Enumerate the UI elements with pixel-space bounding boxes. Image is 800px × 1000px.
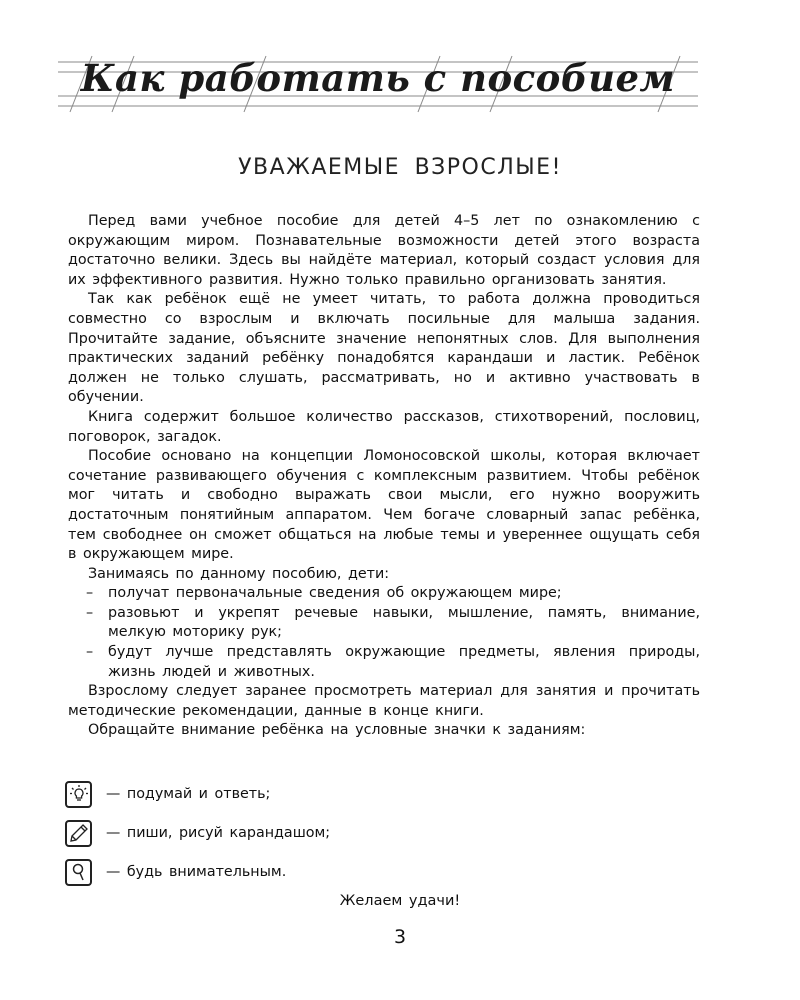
list-item <box>68 584 700 604</box>
list-dash: – <box>86 604 94 621</box>
legend-text: — пиши, рисуй карандашом; <box>106 825 331 841</box>
list-item-text: разовьют и укрепят речевые навыки, мышление, память, внимание, мелкую моторику рук; <box>108 604 700 641</box>
benefits-list <box>68 584 700 682</box>
section-heading: УВАЖАЕМЫЕ ВЗРОСЛЫЕ! <box>238 155 562 180</box>
legend-row <box>65 819 330 847</box>
list-item <box>68 604 700 643</box>
legend-row <box>65 780 330 808</box>
page-number: 3 <box>393 926 407 948</box>
paragraph: Книга содержит большое количество рассказов, стихотворений, пословиц, поговорок, загадок. <box>68 408 700 445</box>
paragraph: Обращайте внимание ребёнка на условные значки к заданиям: <box>88 722 586 739</box>
body-text <box>68 212 700 741</box>
list-dash: – <box>86 644 94 661</box>
paragraph: Взрослому следует заранее просмотреть материал для занятия и прочитать методические рекомендации, данные в конце книги. <box>68 683 700 719</box>
legend-text: — будь внимательным. <box>106 864 287 880</box>
paragraph: Так как ребёнок ещё не умеет читать, то работа должна проводиться совместно со взрослым и включать посильные для малыша задания. Прочитайте задание, объясните значение непонятных слов. Для выполнения практических заданий ребёнку понадобятся карандаши и ластик. Ребёнок должен не только слушать, рассматривать, но и активно участвовать в обучении. <box>68 291 700 406</box>
list-item-text: получат первоначальные сведения об окружающем мире; <box>108 585 562 602</box>
paragraph: Пособие основано на концепции Ломоносовской школы, которая включает сочетание развивающего обучения с комплексным развитием. Чтобы ребёнок мог читать и свободно выражать свои мысли, его нужно вооружить достаточным понятийным аппаратом. Чем богаче словарный запас ребёнка, тем свободнее он сможет общаться на любые темы и увереннее ощущать себя в окружающем мире. <box>68 448 700 563</box>
paragraph: Перед вами учебное пособие для детей 4–5 лет по ознакомлению с окружающим миром. Познавательные возможности детей этого возраста достаточно велики. Здесь вы найдёте материал, который создаст условия для их эффективного развития. Нужно только правильно организовать занятия. <box>68 213 700 288</box>
legend-text: — подумай и ответь; <box>106 786 271 802</box>
pencil-icon <box>65 820 92 847</box>
paragraph: Занимаясь по данному пособию, дети: <box>88 565 390 582</box>
legend-row <box>65 858 330 886</box>
icon-legend <box>65 780 330 897</box>
page-header <box>58 50 698 120</box>
magnifier-icon <box>65 859 92 886</box>
list-dash: – <box>86 585 94 602</box>
lightbulb-icon <box>65 781 92 808</box>
list-item <box>68 643 700 682</box>
page-title: Как работать с пособием <box>80 56 676 100</box>
closing-text: Желаем удачи! <box>339 893 461 909</box>
list-item-text: будут лучше представлять окружающие предметы, явления природы, жизнь людей и животных. <box>108 644 700 680</box>
